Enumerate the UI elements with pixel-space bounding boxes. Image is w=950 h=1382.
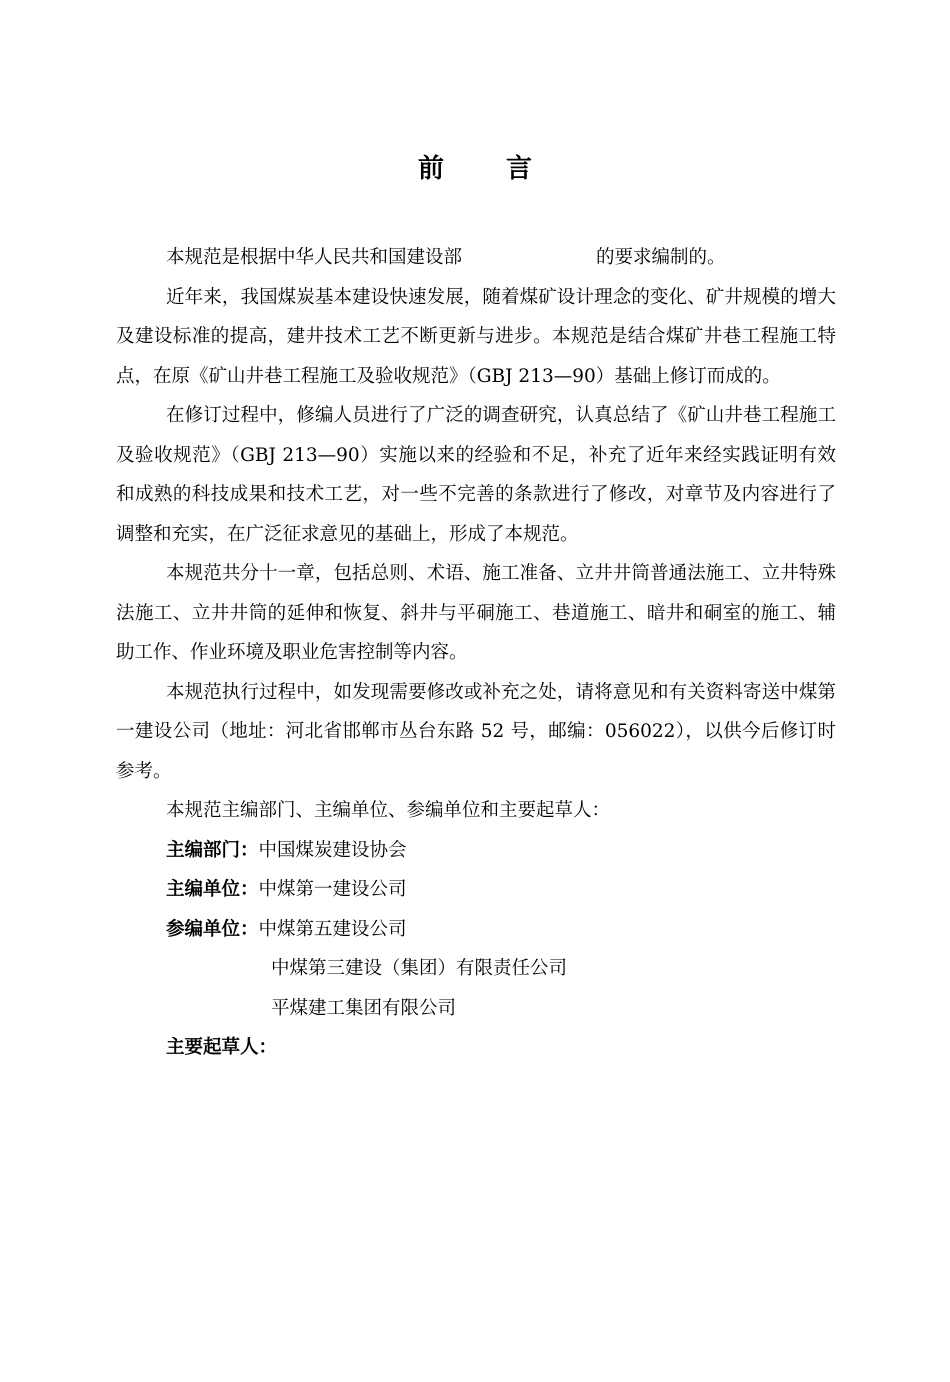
page-title (0, 148, 950, 185)
chief-unit-label: 主编单位： (166, 879, 259, 900)
chief-dept-row (116, 831, 836, 871)
paragraph-6: 本规范主编部门、主编单位、参编单位和主要起草人： (166, 800, 611, 821)
participant-2: 中煤第三建设（集团）有限责任公司 (271, 958, 568, 979)
chief-dept-label: 主编部门： (166, 839, 259, 861)
chief-dept-value: 中国煤炭建设协会 (258, 839, 407, 861)
participant-3: 平煤建工集团有限公司 (271, 997, 457, 1019)
drafters-label: 主要起草人： (166, 1037, 278, 1058)
paragraph-5: 本规范执行过程中，如发现需要修改或补充之处，请将意见和有关资料寄送中煤第一建设公司（地址：河北省邯郸市丛台东路 52 号，邮编：056022），以供今后修订时参考。 (116, 681, 836, 782)
paragraph-3: 在修订过程中，修编人员进行了广泛的调查研究，认真总结了《矿山井巷工程施工及验收规范》（GBJ 213—90）实施以来的经验和不足，补充了近年来经实践证明有效和成熟的科技成果和技术工艺，对一些不完善的条款进行了修改，对章节及内容进行了调整和充实，在广泛征求意见的基础上，形成了本规范。 (116, 405, 836, 545)
paragraph-4: 本规范共分十一章，包括总则、术语、施工准备、立井井筒普通法施工、立井特殊法施工、立井井筒的延伸和恢复、斜井与平硐施工、巷道施工、暗井和硐室的施工、辅助工作、作业环境及职业危害控制等内容。 (116, 563, 836, 663)
participants-label: 参编单位： (166, 918, 259, 940)
paragraph-1-after: 的要求编制的。 (596, 247, 726, 268)
preface-body (116, 238, 836, 1068)
paragraph-2: 近年来，我国煤炭基本建设快速发展，随着煤矿设计理念的变化、矿井规模的增大及建设标准的提高，建井技术工艺不断更新与进步。本规范是结合煤矿井巷工程施工特点，在原《矿山井巷工程施工及验收规范》（GBJ 213—90）基础上修订而成的。 (116, 286, 836, 387)
participant-row-2 (116, 949, 836, 989)
participants-row (116, 910, 836, 950)
participant-1: 中煤第五建设公司 (258, 918, 407, 940)
paragraph-1 (116, 238, 836, 278)
participant-row-3 (116, 989, 836, 1029)
chief-unit-value: 中煤第一建设公司 (258, 879, 407, 900)
paragraph-1-before: 本规范是根据中华人民共和国建设部 (166, 247, 463, 268)
chief-unit-row (116, 870, 836, 910)
drafters-row (116, 1028, 836, 1068)
title-char-1: 前 (417, 154, 444, 184)
title-char-2: 言 (506, 154, 533, 184)
